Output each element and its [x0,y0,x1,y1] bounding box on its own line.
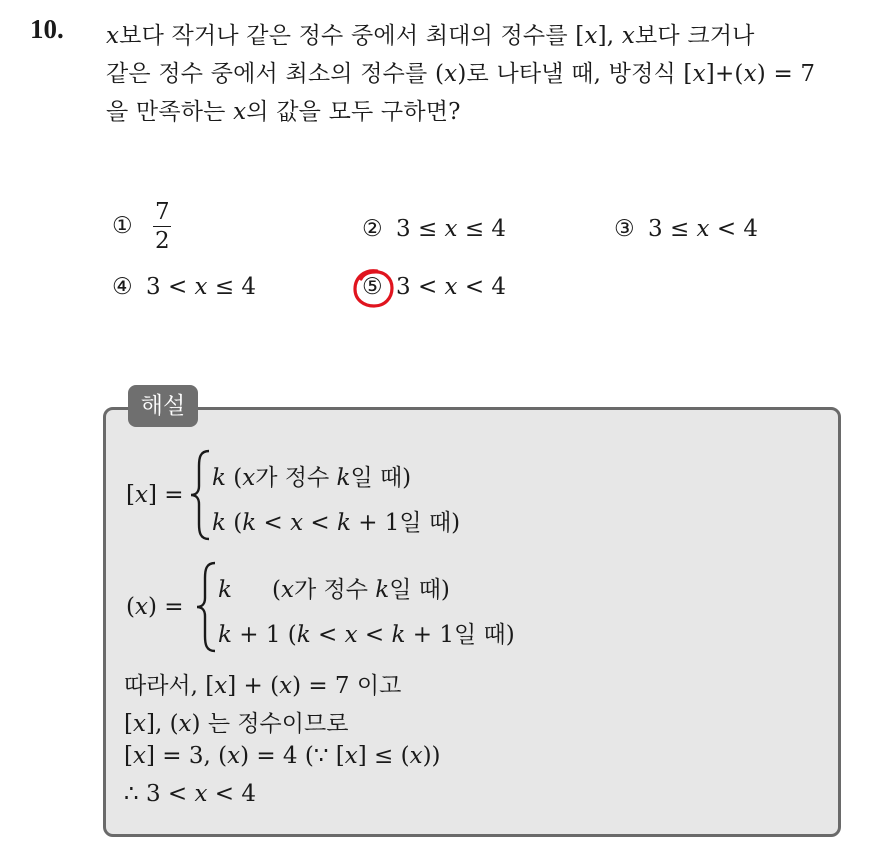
math-variable: x [409,743,423,769]
text-segment: ) = 7 [756,61,816,87]
answer-mark-circle-icon [350,266,396,310]
solution-line-integer [124,705,348,738]
text-segment: + 1 ( [231,622,297,648]
text-segment: 같은 정수 중에서 최소의 정수를 ( [106,61,445,87]
fraction-denominator: 2 [154,228,170,255]
text-segment: < [310,622,345,648]
math-variable: x [743,61,757,87]
text-segment: [ [126,482,135,508]
text-segment: ], ( [145,711,179,737]
floor-case-2 [212,504,460,537]
text-segment: ] = [147,482,184,508]
question-number: 10. [30,14,64,44]
math-variable: x [692,61,706,87]
ceil-case-2 [218,616,515,649]
choice-mark: ⑤ [362,274,383,300]
fraction-bar [153,226,171,227]
math-variable: x [621,23,635,49]
math-variable: x [134,482,148,508]
choice-text: ≤ 4 [207,274,257,300]
text-segment: + 1일 때) [350,510,461,536]
math-variable: x [344,622,358,648]
math-variable: x [194,274,208,300]
text-segment: ( [225,465,243,491]
fraction [153,200,171,253]
choice-text: 3 ≤ [648,216,697,242]
solution-line-final [124,781,256,807]
math-variable: x [444,274,458,300]
question-text-line-1 [106,17,755,50]
math-variable: x [696,216,710,242]
math-variable: x [106,23,120,49]
choice-mark: ① [112,212,133,239]
text-segment: < 4 [207,781,256,807]
text-segment: )) [422,743,441,769]
math-variable: x [344,743,358,769]
math-variable: k [336,465,351,491]
text-segment: [ [124,711,133,737]
text-segment: ] + ( [227,673,280,699]
choice-text: 3 < [146,274,195,300]
math-variable: k [218,577,232,603]
math-variable: x [134,594,148,620]
math-variable: k [296,622,311,648]
text-segment: 의 값을 모두 구하면? [246,99,461,125]
math-variable: k [212,465,226,491]
math-variable: x [214,673,228,699]
text-segment: ] ≤ ( [357,743,410,769]
solution-line-so [124,667,401,700]
choice-mark: ④ [112,274,133,300]
ceil-case-1 [218,571,450,604]
math-variable: x [279,673,293,699]
text-segment: ) 는 정수이므로 [191,711,349,737]
choice-text: < 4 [709,216,759,242]
text-segment: ) = [147,594,184,620]
math-variable: x [227,743,241,769]
floor-case-1 [212,459,411,492]
text-segment: 일 때) [389,577,450,603]
left-brace-icon [188,448,212,542]
choice-text: < 4 [457,274,507,300]
math-variable: x [584,23,598,49]
choice-4[interactable] [112,274,256,300]
choice-mark: ② [362,216,383,242]
math-variable: k [242,510,257,536]
text-segment: ]+( [705,61,744,87]
math-variable: x [178,711,192,737]
text-segment: 가 정수 [293,577,376,603]
text-segment: ( [272,577,281,603]
text-segment: 따라서, [ [124,673,215,699]
math-variable: x [444,216,458,242]
text-segment: < [256,510,291,536]
text-segment: < [303,510,337,536]
text-segment: ], [597,23,622,49]
math-variable: k [218,622,232,648]
math-variable: x [233,99,247,125]
math-variable: x [132,743,146,769]
text-segment: 보다 크거나 [635,23,755,49]
solution-line-values [124,743,441,769]
text-segment: ] = 3, ( [145,743,228,769]
text-segment: 보다 작거나 같은 정수 중에서 최대의 정수를 [ [119,23,585,49]
math-variable: k [212,510,226,536]
choice-3[interactable] [614,216,758,242]
math-variable: x [242,465,256,491]
math-variable: x [132,711,146,737]
left-brace-icon [194,560,218,654]
text-segment: 가 정수 [255,465,337,491]
text-segment: 일 때) [350,465,412,491]
fraction-numerator: 7 [154,199,170,225]
math-variable: k [391,622,406,648]
math-variable: x [194,781,208,807]
math-variable: k [336,510,351,536]
ceil-lhs [126,594,184,620]
text-segment: ) = 7 이고 [292,673,402,699]
choice-text: 3 ≤ [396,216,445,242]
solution-tag: 해설 [128,385,198,427]
text-segment: )로 나타낼 때, 방정식 [ [457,61,693,87]
choice-text: ≤ 4 [457,216,507,242]
math-variable: x [290,510,304,536]
choice-2[interactable] [362,216,506,242]
text-segment: < [357,622,392,648]
choice-text: 3 < [396,274,445,300]
text-segment: [ [124,743,133,769]
question-text-line-2 [106,55,815,88]
text-segment: 을 만족하는 [106,99,234,125]
text-segment: ( [225,510,243,536]
text-segment: + 1일 때) [405,622,515,648]
math-variable: k [375,577,390,603]
math-variable: x [444,61,458,87]
floor-lhs [126,482,184,508]
question-text-line-3 [106,93,461,126]
choice-mark: ③ [614,216,635,242]
text-segment: ) = 4 (∵ [ [240,743,345,769]
math-variable: x [280,577,294,603]
text-segment: ( [126,594,135,620]
choice-1[interactable] [112,200,171,253]
text-segment: ∴ 3 < [124,781,195,807]
